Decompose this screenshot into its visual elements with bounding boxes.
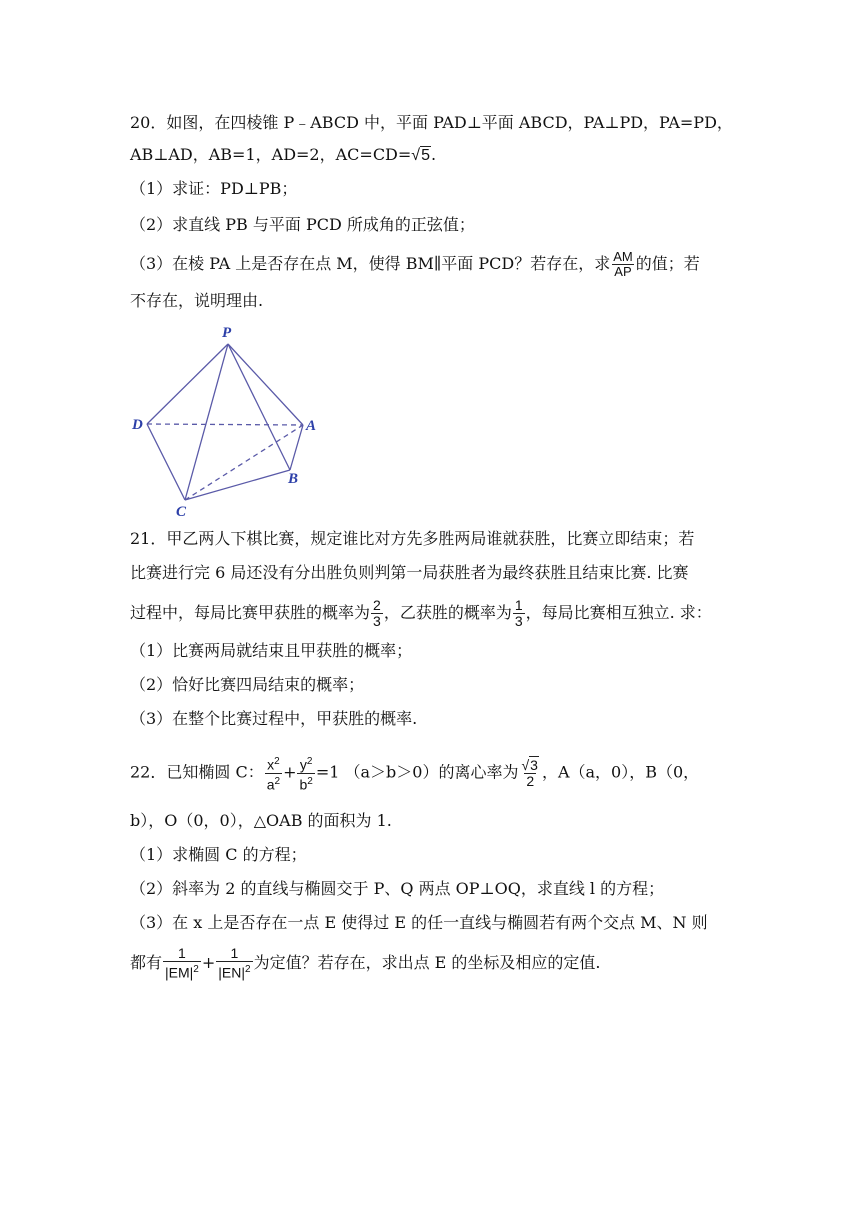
q20-part3-cont: 不存在，说明理由. [130,291,264,310]
q21-part3: （3）在整个比赛过程中，甲获胜的概率. [130,709,418,728]
edge-pc [185,344,228,500]
label-c: C [176,504,187,520]
q22-part2: （2）斜率为 2 的直线与椭圆交于 P、Q 两点 OP⊥OQ，求直线 l 的方程； [130,879,665,898]
q22-part3: （3）在 x 上是否存在一点 E 使得过 E 的任一直线与椭圆若有两个交点 M、N 则 [130,913,708,932]
q21-line2: 比赛进行完 6 局还没有分出胜负则判第一局获胜者为最终获胜且结束比赛. 比赛 [130,563,689,582]
q20-line2-text: AB⊥AD，AB=1，AD=2，AC=CD= [130,145,412,164]
x2-over-a2-fraction: $\frac{x^2}{a^2}$ [266,756,281,793]
edge-cb [185,470,290,500]
q22-line1: 22．已知椭圆 C： $\frac{x^2}{a^2}$ + $\frac{y^2}{b^2}$ =1 （a＞b＞0）的离心率为 $\frac{√3}{2}$ ，A（a，0），B（0， [130,756,700,793]
edge-da-dashed [147,424,303,425]
label-p: P [222,325,232,341]
eccentricity-fraction: $\frac{√3}{2}$ [521,756,538,789]
edge-dc [147,424,185,500]
sqrt-5: √5 [411,147,430,164]
q20-part2: （2）求直线 PB 与平面 PCD 所成角的正弦值； [130,215,475,234]
edge-pd [147,344,228,424]
q20-line2: AB⊥AD，AB=1，AD=2，AC=CD=√5. [130,145,437,164]
q21-line3: 过程中，每局比赛甲获胜的概率为 $\frac{2}{3}$ ，乙获胜的概率为 $\frac{1}{3}$ ，每局比赛相互独立. 求： [130,597,712,629]
q22-line2: b），O（0，0），△OAB 的面积为 1. [130,811,392,830]
edge-pb [228,344,290,470]
label-b: B [288,471,299,487]
pyramid-figure [130,320,322,520]
two-thirds-fraction: $\frac{2}{3}$ [373,597,381,629]
q21-part2: （2）恰好比赛四局结束的概率； [130,675,365,694]
q20-part3: （3）在棱 PA 上是否存在点 M，使得 BM∥平面 PCD？若存在，求 $\frac{AM}{AP}$ 的值；若 [130,249,700,279]
edge-pa [228,344,303,425]
q20-part1: （1）求证：PD⊥PB； [130,179,298,198]
q21-line1: 21．甲乙两人下棋比赛，规定谁比对方先多胜两局谁就获胜，比赛立即结束；若 [130,529,695,548]
q20-line1: 20．如图，在四棱锥 P﹣ABCD 中，平面 PAD⊥平面 ABCD，PA⊥PD，PA=PD， [130,113,733,132]
label-d: D [132,417,143,433]
one-over-en2-fraction: $\frac{1}{|EN|^2}$ [218,945,251,981]
q22-part3-cont: 都有 $\frac{1}{|EM|^2}$ + $\frac{1}{|EN|^2}$ 为定值？若存在，求出点 E 的坐标及相应的定值. [130,945,601,981]
one-third-fraction: $\frac{1}{3}$ [514,597,523,629]
am-over-ap-fraction: $\frac{AM}{AP}$ [613,249,633,279]
y2-over-b2-fraction: $\frac{y^2}{b^2}$ [299,756,313,793]
q22-part1: （1）求椭圆 C 的方程； [130,845,307,864]
one-over-em2-fraction: $\frac{1}{|EM|^2}$ [165,945,199,981]
q21-part1: （1）比赛两局就结束且甲获胜的概率； [130,641,413,660]
label-a: A [306,418,317,434]
